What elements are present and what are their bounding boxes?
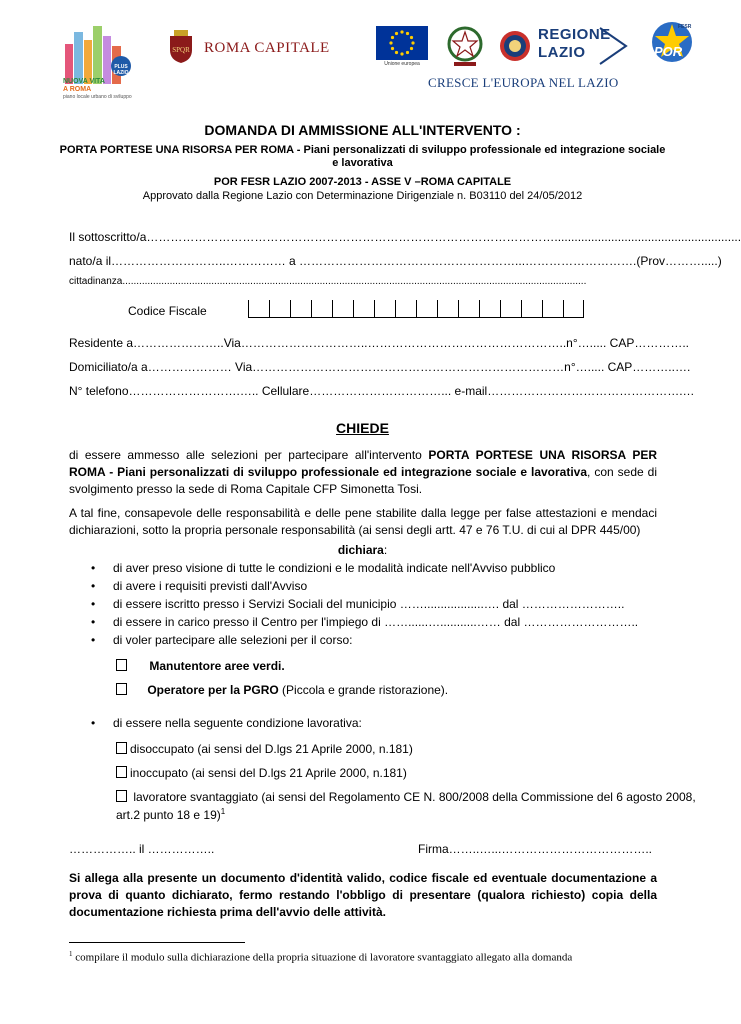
regione-text: REGIONE: [538, 26, 611, 43]
bullet-text: di aver preso visione di tutte le condizioni e le modalità indicate nell'Avviso pubblico: [113, 561, 556, 575]
roma-capitale-text: ROMA CAPITALE: [204, 40, 330, 56]
roma-shield-icon: [168, 30, 194, 64]
plus-lazio-badge: PLUS LAZIO: [113, 64, 129, 76]
plus-lazio-logo: [63, 22, 133, 118]
bullet-dot: •: [91, 615, 96, 629]
cittadinanza-field[interactable]: cittadinanza.......................................................................................................................................................................: [69, 276, 587, 287]
work-option-label: lavoratore svantaggiato (ai sensi del Regolamento CE N. 800/2008 della Commissione del 6 agosto 2008,: [130, 790, 696, 804]
dichiara-word: dichiara: [337, 543, 384, 557]
nato-field[interactable]: nato/a il………………………..…………… a ………………………………………………...……………………….(Prov……….....): [69, 254, 722, 268]
bullet-text: di avere i requisiti previsti dall'Avviso: [113, 579, 308, 593]
declaration-paragraph: A tal fine, consapevole delle responsabilità e delle pene stabilite dalla legge per false attestazioni e mendaci dichiarazioni, sotto la propria personale responsabilità (ai sensi degli artt. 47 e 76 T.U. di cui al DPR 445/00): [69, 506, 657, 537]
plus-logo-line3: piano locale urbano di sviluppo: [63, 94, 132, 100]
request-text-a: di essere ammesso alle selezioni per partecipare all'intervento: [69, 448, 429, 462]
work-option-label: disoccupato (ai sensi del D.lgs 21 Aprile 2000, n.181): [130, 742, 413, 756]
checkbox[interactable]: [116, 742, 127, 754]
checkbox[interactable]: [116, 683, 127, 695]
footnote-text: compilare il modulo sulla dichiarazione della propria situazione di lavoratore svantaggiato allegato alla domanda: [72, 951, 573, 964]
codice-fiscale-label: Codice Fiscale: [128, 304, 207, 318]
approval-line: Approvato dalla Regione Lazio con Determinazione Dirigenziale n. B03110 del 24/05/2012: [142, 190, 583, 202]
bullet-dot: •: [91, 716, 96, 730]
bullet-text: di voler partecipare alle selezioni per il corso:: [113, 633, 353, 647]
course-option-label: Operatore per la PGRO: [147, 683, 279, 697]
course-option-pgro[interactable]: [116, 683, 448, 697]
subtitle-line2: e lavorativa: [332, 157, 393, 169]
course-title: PORTA PORTESE UNA RISORSA PER ROMA - Piani personalizzati di sviluppo professionale ed integrazione sociale e lavorativa: [69, 448, 657, 479]
attachment-note: Si allega alla presente un documento d'identità valido, codice fiscale ed eventuale documentazione a prova di quanto dichiarato, fermo restando l'obbligo di presentare (qualora richiesto) copia della documentazione richiesta prima dell'avvio delle attività.: [69, 871, 657, 919]
dichiara-heading: [0, 543, 725, 557]
bullet-text[interactable]: di essere in carico presso il Centro per l'impiego di ……......…...........…… dal ………………………..: [113, 615, 639, 629]
work-option-label: inoccupato (ai sensi del D.lgs 21 Aprile 2000, n.181): [130, 766, 407, 780]
eu-flag-icon: [376, 26, 428, 60]
course-option-detail: (Piccola e grande ristorazione).: [278, 683, 449, 697]
por-fesr-logo: [646, 20, 698, 82]
work-option-disoccupato[interactable]: [116, 742, 413, 756]
italian-emblem-logo: [446, 24, 484, 68]
footnote-ref: 1: [220, 807, 226, 816]
footnote-number: 1: [69, 950, 73, 958]
telefono-field[interactable]: N° telefono……………………….….. Cellulare……………………………... e-mail………………………………………….…: [69, 384, 695, 398]
residente-field[interactable]: Residente a…………………..Via…………………………..…………………………………………..n°…..... CAP…………..: [69, 336, 689, 350]
plus-logo-line1: NUOVA VITA: [63, 78, 105, 85]
bullet-dot: •: [91, 597, 96, 611]
work-option-svantaggiato[interactable]: [116, 790, 696, 804]
work-option-inoccupato[interactable]: [116, 766, 407, 780]
lazio-crest-icon: [498, 26, 532, 66]
request-text-c: , con sede di svolgimento presso la sede di Roma Capitale CFP Simonetta Tosi.: [69, 465, 657, 496]
slogan: CRESCE L'EUROPA NEL LAZIO: [428, 75, 619, 90]
eu-flag-logo: [376, 26, 428, 70]
lazio-text: LAZIO: [538, 44, 586, 61]
bullet-dot: •: [91, 579, 96, 593]
bullet-text: di essere nella seguente condizione lavorativa:: [113, 716, 362, 730]
course-option-label: Manutentore aree verdi.: [149, 659, 285, 673]
work-option-label-cont: art.2 punto 18 e 19): [116, 808, 221, 822]
por-label: POR: [654, 44, 683, 59]
footnote-divider: [69, 942, 245, 943]
roma-capitale-logo: [168, 30, 328, 70]
svg-text:SPQR: SPQR: [172, 46, 190, 54]
work-option-svantaggiato-cont: [116, 807, 225, 822]
checkbox[interactable]: [116, 790, 127, 802]
checkbox[interactable]: [116, 766, 127, 778]
signature-field[interactable]: Firma……..…...………………………………..: [418, 842, 652, 856]
domiciliato-field[interactable]: Domiciliato/a a………………… Via……………………………………………………………………n°…..... CAP………..….: [69, 360, 691, 374]
subtitle-line1: PORTA PORTESE UNA RISORSA PER ROMA - Piani personalizzati di sviluppo professionale ed integrazione sociale: [59, 144, 666, 156]
italian-republic-emblem-icon: [446, 24, 484, 68]
course-option-manutentore[interactable]: [116, 659, 285, 673]
chiede-heading: CHIEDE: [336, 420, 389, 436]
page-title: DOMANDA DI AMMISSIONE ALL'INTERVENTO :: [204, 122, 521, 138]
dichiara-colon: :: [383, 543, 388, 557]
place-date-field[interactable]: …………….. il ……………..: [69, 842, 215, 856]
plus-logo-line2: A ROMA: [63, 86, 92, 93]
footnote: [69, 950, 572, 964]
sottoscritto-field[interactable]: Il sottoscritto/a…………………………………………………………………………………………........................................................: [69, 230, 741, 244]
bullet-dot: •: [91, 633, 96, 647]
bullet-text[interactable]: di essere iscritto presso i Servizi Sociali del municipio ……..................…. dal ……………………..: [113, 597, 625, 611]
eu-caption: Unione europea: [384, 61, 420, 67]
codice-fiscale-input[interactable]: [248, 300, 584, 318]
por-line: POR FESR LAZIO 2007-2013 - ASSE V –ROMA CAPITALE: [213, 176, 512, 188]
checkbox[interactable]: [116, 659, 127, 671]
bullet-dot: •: [91, 561, 96, 575]
request-paragraph: [69, 447, 657, 498]
regione-lazio-logo: [498, 24, 628, 70]
fesr-label: FESR: [678, 24, 692, 30]
lazio-swoosh-icon: [598, 26, 628, 66]
